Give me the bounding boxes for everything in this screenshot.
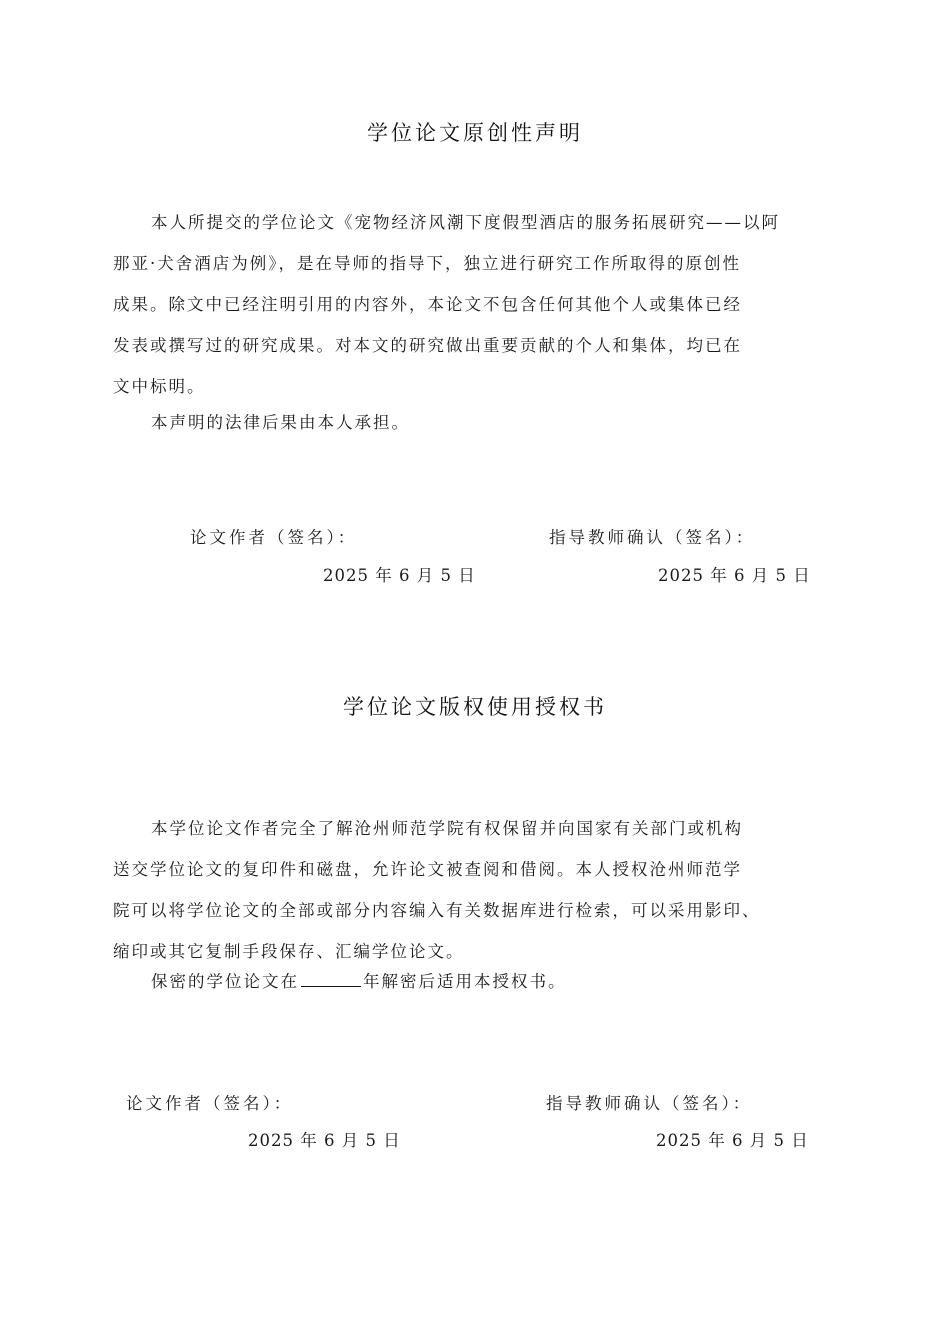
confidential-prefix: 保密的学位论文在: [151, 972, 299, 991]
authorization-advisor-sign-label: 指导教师确认（签名）：: [546, 1094, 753, 1113]
authorization-line: 院可以将学位论文的全部或部分内容编入有关数据库进行检索，可以采用影印、: [113, 901, 761, 920]
declaration-title: 学位论文原创性声明: [367, 121, 583, 145]
authorization-line: 送交学位论文的复印件和磁盘，允许论文被查阅和借阅。本人授权沧州师范学: [113, 860, 742, 879]
declaration-legal-paragraph: [113, 402, 865, 443]
authorization-advisor-date: 2025 年 6 月 5 日: [656, 1131, 809, 1150]
authorization-line: 缩印或其它复制手段保存、汇编学位论文。: [113, 942, 465, 961]
authorization-title: 学位论文版权使用授权书: [343, 695, 607, 719]
declaration-line: 文中标明。: [113, 377, 206, 396]
declaration-line: 成果。除文中已经注明引用的内容外，本论文不包含任何其他个人或集体已经: [113, 295, 742, 314]
declaration-paragraph: [113, 202, 865, 407]
declaration-advisor-date: 2025 年 6 月 5 日: [658, 566, 811, 585]
declaration-author-sign-label: 论文作者（签名）：: [190, 528, 358, 547]
declaration-author-date: 2025 年 6 月 5 日: [323, 566, 476, 585]
authorization-line: 本学位论文作者完全了解沧州师范学院有权保留并向国家有关部门或机构: [151, 819, 743, 838]
declaration-legal-line: 本声明的法律后果由本人承担。: [151, 413, 410, 432]
declaration-line: 本人所提交的学位论文《宠物经济风潮下度假型酒店的服务拓展研究——以阿: [151, 213, 780, 232]
declaration-line: 发表或撰写过的研究成果。对本文的研究做出重要贡献的个人和集体，均已在: [113, 336, 742, 355]
authorization-author-sign-label: 论文作者（签名）：: [126, 1094, 294, 1113]
confidential-line: [113, 961, 865, 1002]
years-blank-field: [301, 972, 361, 987]
declaration-advisor-sign-label: 指导教师确认（签名）：: [549, 528, 756, 547]
authorization-paragraph: [113, 808, 865, 972]
confidential-suffix: 年解密后适用本授权书。: [363, 972, 567, 991]
authorization-author-date: 2025 年 6 月 5 日: [248, 1131, 401, 1150]
confidential-paragraph: [113, 961, 865, 1002]
declaration-line: 那亚·犬舍酒店为例》，是在导师的指导下，独立进行研究工作所取得的原创性: [113, 254, 741, 273]
